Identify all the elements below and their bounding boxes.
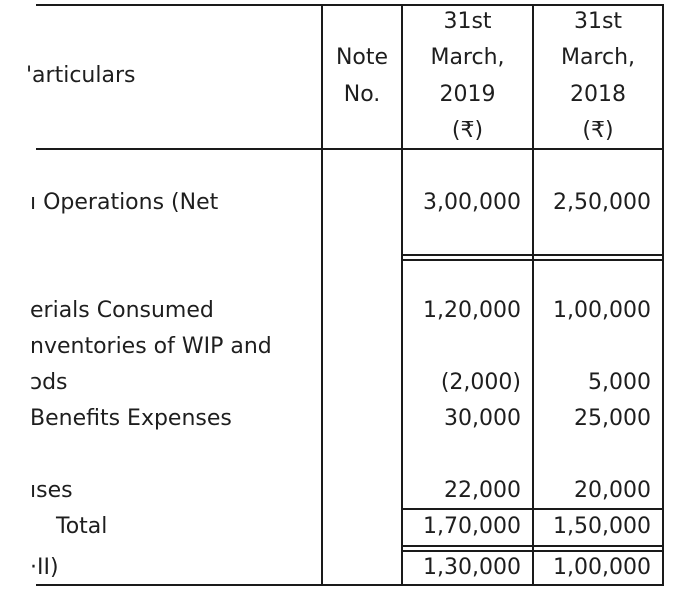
- revenue-2018: 2,50,000: [553, 190, 651, 215]
- header-note-line1: Note: [335, 45, 389, 70]
- header-2019-line2: March,: [430, 45, 505, 70]
- total-2018: 1,50,000: [553, 514, 651, 539]
- header-2018-line3: 2018: [570, 82, 626, 107]
- total-2019: 1,70,000: [423, 514, 521, 539]
- header-note-line2: No.: [343, 82, 381, 107]
- header-2018-currency: (₹): [582, 118, 614, 143]
- profit-2018: 1,00,000: [553, 555, 651, 580]
- total-bottom-line-2: [401, 550, 664, 552]
- materials-label: erials Consumed: [30, 298, 214, 323]
- materials-2019: 1,20,000: [423, 298, 521, 323]
- profit-label: ·II): [30, 555, 59, 580]
- revenue-bottom-border-1: [401, 254, 664, 256]
- revenue-2019: 3,00,000: [423, 190, 521, 215]
- header-2019-currency: (₹): [451, 118, 484, 143]
- top-border: [36, 4, 664, 6]
- inventory-change-2018: 5,000: [588, 370, 651, 395]
- other-expenses-2018: 20,000: [574, 478, 651, 503]
- subtotal-line: [401, 508, 664, 510]
- employee-benefits-2019: 30,000: [444, 406, 521, 431]
- header-bottom-border: [36, 148, 664, 150]
- revenue-bottom-border-2: [401, 259, 664, 261]
- header-2018-line2: March,: [560, 45, 636, 70]
- right-border: [662, 4, 664, 586]
- revenue-label: ı Operations (Net: [30, 190, 219, 215]
- materials-2018: 1,00,000: [553, 298, 651, 323]
- inventory-change-label-line1: nventories of WIP and: [30, 334, 272, 359]
- inventory-change-label-line2: ɔds: [30, 370, 68, 395]
- inventory-change-2019: (2,000): [440, 370, 521, 395]
- other-expenses-2019: 22,000: [444, 478, 521, 503]
- table-bottom-border: [36, 584, 664, 586]
- other-expenses-label: ıses: [30, 478, 73, 503]
- header-2018-line1: 31st: [573, 9, 623, 34]
- total-bottom-line-1: [401, 545, 664, 547]
- header-2019-line1: 31st: [443, 9, 492, 34]
- header-2019-line3: 2019: [439, 82, 496, 107]
- employee-benefits-2018: 25,000: [574, 406, 651, 431]
- employee-benefits-label: Benefits Expenses: [30, 406, 232, 431]
- total-label: Total: [56, 514, 108, 539]
- profit-2019: 1,30,000: [423, 555, 521, 580]
- header-particulars: 'articulars: [26, 63, 136, 88]
